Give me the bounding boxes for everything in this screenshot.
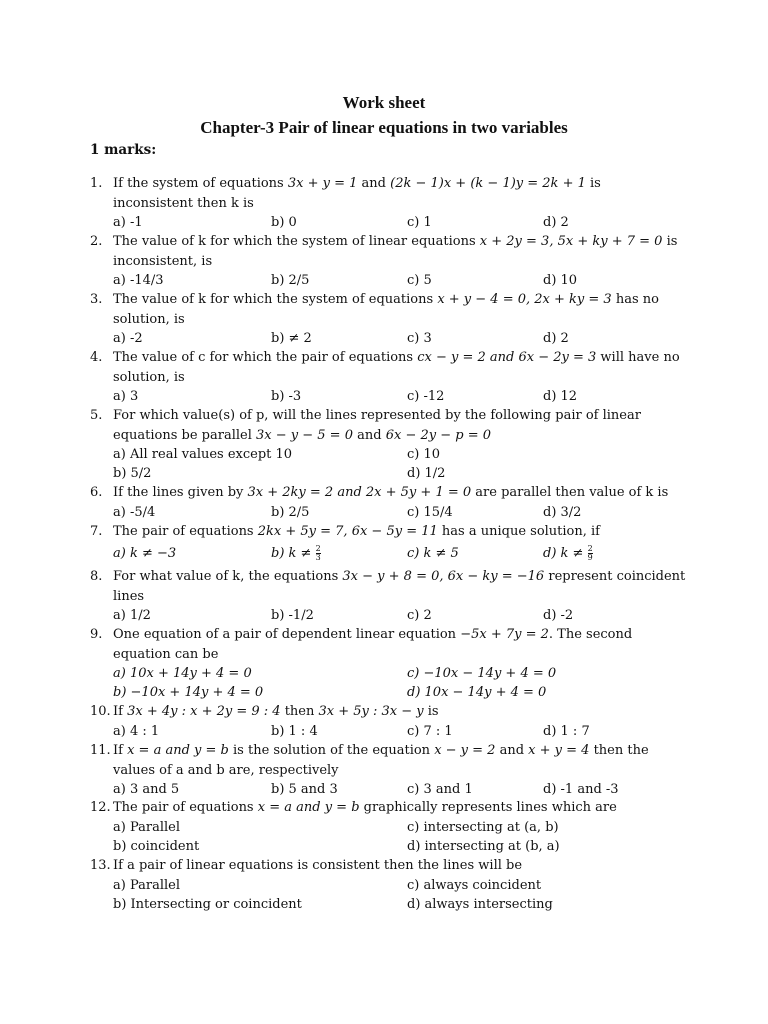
option-a: a) k ≠ −3 <box>113 546 177 561</box>
option-b: b) k ≠ $\frac{2}{3}$ <box>271 544 321 562</box>
option-d: d) 10x − 14y + 4 = 0 <box>407 685 547 700</box>
option-d: d) 2 <box>543 215 569 230</box>
question-number: 13. <box>90 858 111 873</box>
option-a: a) -5/4 <box>113 504 156 520</box>
question-text: The pair of equations 2kx + 5y = 7, 6x − 5y = 11 has a unique solution, if <box>113 524 600 539</box>
question-text: For which value(s) of p, will the lines represented by the following pair of linear <box>113 408 641 423</box>
question-text: The value of c for which the pair of equations cx − y = 2 and 6x − 2y = 3 will have no <box>113 350 680 365</box>
option-b: b) 0 <box>271 215 297 230</box>
question-text-line2: inconsistent, is <box>113 253 213 269</box>
question-number: 2. <box>90 234 103 249</box>
option-d: d) always intersecting <box>407 897 553 912</box>
question-text: The pair of equations x = a and y = b graphically represents lines which are <box>113 800 617 815</box>
question-number: 1. <box>90 176 103 191</box>
option-b: b) 5/2 <box>113 466 152 481</box>
question-text: The value of k for which the system of linear equations x + 2y = 3, 5x + ky + 7 = 0 is <box>113 234 678 249</box>
question-text-line2: equation can be <box>113 646 219 662</box>
option-c: c) -12 <box>407 389 445 404</box>
option-c: c) intersecting at (a, b) <box>407 819 559 835</box>
option-d: d) 1/2 <box>407 466 446 481</box>
question-number: 4. <box>90 350 103 365</box>
option-a: a) 3 <box>113 389 139 404</box>
option-c: c) 5 <box>407 273 432 288</box>
question-text-line2: values of a and b are, respectively <box>113 762 339 778</box>
option-d: d) 3/2 <box>543 504 582 520</box>
option-c: c) k ≠ 5 <box>407 546 459 561</box>
question-number: 5. <box>90 408 103 423</box>
section-heading: 1 marks: <box>90 142 157 158</box>
chapter-subtitle: Chapter-3 Pair of linear equations in two variables <box>200 118 568 137</box>
question-number: 10. <box>90 704 111 719</box>
question-text: One equation of a pair of dependent linear equation −5x + 7y = 2. The second <box>113 627 633 642</box>
option-b: b) ≠ 2 <box>271 331 312 346</box>
question-number: 7. <box>90 524 103 539</box>
option-c: c) 10 <box>407 447 441 462</box>
option-d: d) -1 and -3 <box>543 782 619 797</box>
question-text: For what value of k, the equations 3x − y + 8 = 0, 6x − ky = −16 represent coincident <box>113 569 686 584</box>
question-number: 11. <box>90 743 111 758</box>
option-d: d) 10 <box>543 273 578 288</box>
question-text: If a pair of linear equations is consistent then the lines will be <box>113 858 523 873</box>
option-b: b) -1/2 <box>271 608 314 623</box>
question-text-line2: solution, is <box>113 369 185 385</box>
question-text-line2: lines <box>113 588 145 604</box>
option-b: b) Intersecting or coincident <box>113 897 302 912</box>
question-text-line2: solution, is <box>113 311 185 327</box>
option-b: b) -3 <box>271 389 302 404</box>
option-c: c) 3 and 1 <box>407 782 473 797</box>
question-text: If the lines given by 3x + 2ky = 2 and 2x + 5y + 1 = 0 are parallel then value of k is <box>113 485 669 500</box>
question-text: If 3x + 4y : x + 2y = 9 : 4 then 3x + 5y : 3x − y is <box>113 704 439 719</box>
option-c: c) 1 <box>407 215 432 230</box>
question-number: 9. <box>90 627 103 642</box>
option-a: a) 3 and 5 <box>113 782 180 797</box>
option-a: a) -2 <box>113 331 143 346</box>
option-b: b) coincident <box>113 839 200 854</box>
option-b: b) −10x + 14y + 4 = 0 <box>113 685 264 700</box>
option-c: c) always coincident <box>407 877 542 893</box>
option-c: c) 7 : 1 <box>407 723 453 739</box>
option-b: b) 1 : 4 <box>271 723 318 739</box>
question-number: 3. <box>90 292 103 307</box>
question-text: The value of k for which the system of equations x + y − 4 = 0, 2x + ky = 3 has no <box>113 292 659 307</box>
page-title: Work sheet <box>342 93 426 112</box>
option-c: c) 2 <box>407 608 432 623</box>
option-a: a) 10x + 14y + 4 = 0 <box>113 666 252 681</box>
fraction: $\frac{2}{9}$ <box>587 544 593 562</box>
question-text: If the system of equations 3x + y = 1 and (2k − 1)x + (k − 1)y = 2k + 1 is <box>113 176 601 191</box>
option-d: d) k ≠ $\frac{2}{9}$ <box>543 544 593 562</box>
question-text: If x = a and y = b is the solution of the equation x − y = 2 and x + y = 4 then the <box>113 743 649 758</box>
question-number: 12. <box>90 800 111 815</box>
option-a: a) 4 : 1 <box>113 723 160 739</box>
option-a: a) 1/2 <box>113 608 151 623</box>
option-c: c) −10x − 14y + 4 = 0 <box>407 666 557 681</box>
option-a: a) Parallel <box>113 819 180 835</box>
option-d: d) intersecting at (b, a) <box>407 839 560 854</box>
option-c: c) 3 <box>407 331 432 346</box>
option-a: a) -14/3 <box>113 273 164 288</box>
option-b: b) 5 and 3 <box>271 782 338 797</box>
option-a: a) Parallel <box>113 877 180 893</box>
option-d: d) 12 <box>543 389 578 404</box>
option-b: b) 2/5 <box>271 504 310 520</box>
question-text-line2: equations be parallel 3x − y − 5 = 0 and 6x − 2y − p = 0 <box>113 427 491 443</box>
question-number: 6. <box>90 485 103 500</box>
question-text-line2: inconsistent then k is <box>113 195 254 211</box>
fraction: $\frac{2}{3}$ <box>315 544 321 562</box>
option-d: d) 2 <box>543 331 569 346</box>
option-b: b) 2/5 <box>271 273 310 288</box>
option-a: a) All real values except 10 <box>113 447 293 462</box>
option-a: a) -1 <box>113 215 143 230</box>
option-c: c) 15/4 <box>407 504 453 520</box>
question-number: 8. <box>90 569 103 584</box>
option-d: d) -2 <box>543 608 574 623</box>
option-d: d) 1 : 7 <box>543 723 590 739</box>
